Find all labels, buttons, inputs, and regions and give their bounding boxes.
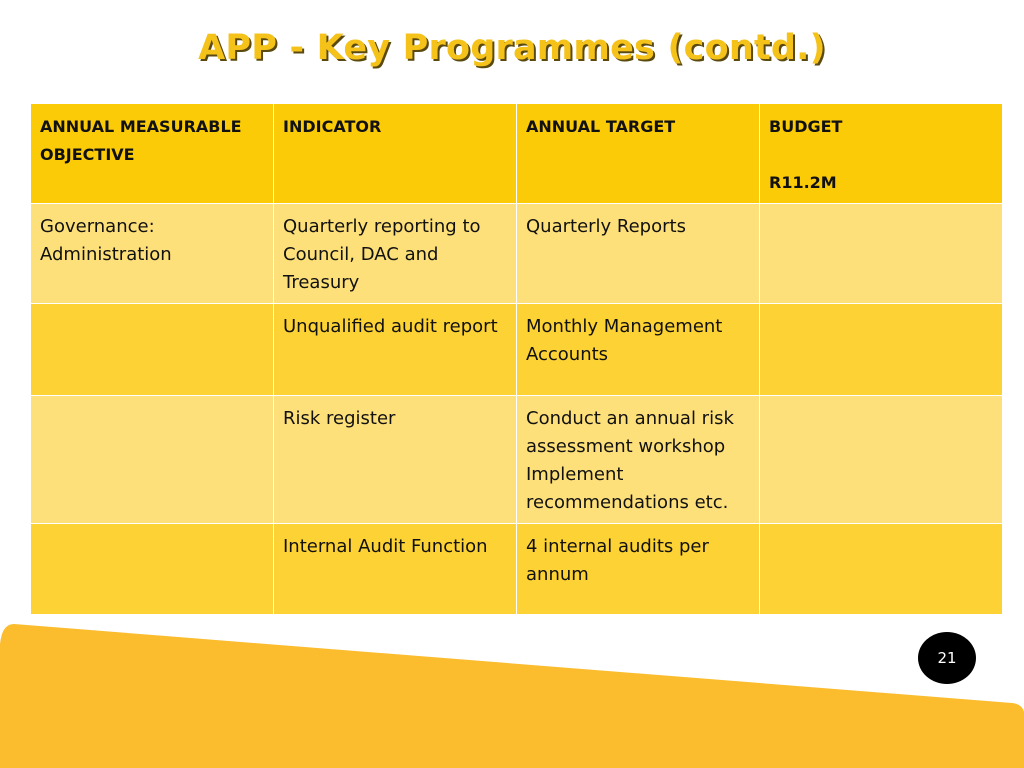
cell-budget (760, 396, 1003, 524)
cell-budget (760, 204, 1003, 304)
slide-title: APP - Key Programmes (contd.) (198, 28, 826, 68)
cell-objective: Governance: Administration (31, 204, 274, 304)
cell-target: Conduct an annual risk assessment workshop Implement recommendations etc. (517, 396, 760, 524)
decorative-bottom-band (0, 620, 1024, 768)
cell-indicator: Internal Audit Function (274, 524, 517, 615)
cell-indicator: Risk register (274, 396, 517, 524)
cell-objective (31, 396, 274, 524)
page-number-badge (918, 632, 976, 684)
cell-objective (31, 524, 274, 615)
cell-target: 4 internal audits per annum (517, 524, 760, 615)
header-annual-target: ANNUAL TARGET (517, 104, 760, 204)
key-programmes-table (30, 103, 1001, 615)
header-indicator: INDICATOR (274, 104, 517, 204)
table-row (31, 396, 1003, 524)
bottom-band-fill (0, 624, 1024, 768)
cell-indicator: Quarterly reporting to Council, DAC and Treasury (274, 204, 517, 304)
programmes-table (30, 103, 1003, 615)
cell-objective (31, 304, 274, 396)
cell-target: Quarterly Reports (517, 204, 760, 304)
header-budget-label: BUDGET (769, 117, 843, 136)
cell-budget (760, 304, 1003, 396)
page-number: 21 (937, 649, 957, 667)
header-budget (760, 104, 1003, 204)
table-row (31, 304, 1003, 396)
budget-value: R11.2M (769, 173, 837, 192)
bottom-band-shape (0, 620, 1024, 768)
cell-target: Monthly Management Accounts (517, 304, 760, 396)
table-row (31, 204, 1003, 304)
cell-indicator: Unqualified audit report (274, 304, 517, 396)
table-header-row (31, 104, 1003, 204)
header-objective: ANNUAL MEASURABLE OBJECTIVE (31, 104, 274, 204)
table-row (31, 524, 1003, 615)
cell-budget (760, 524, 1003, 615)
